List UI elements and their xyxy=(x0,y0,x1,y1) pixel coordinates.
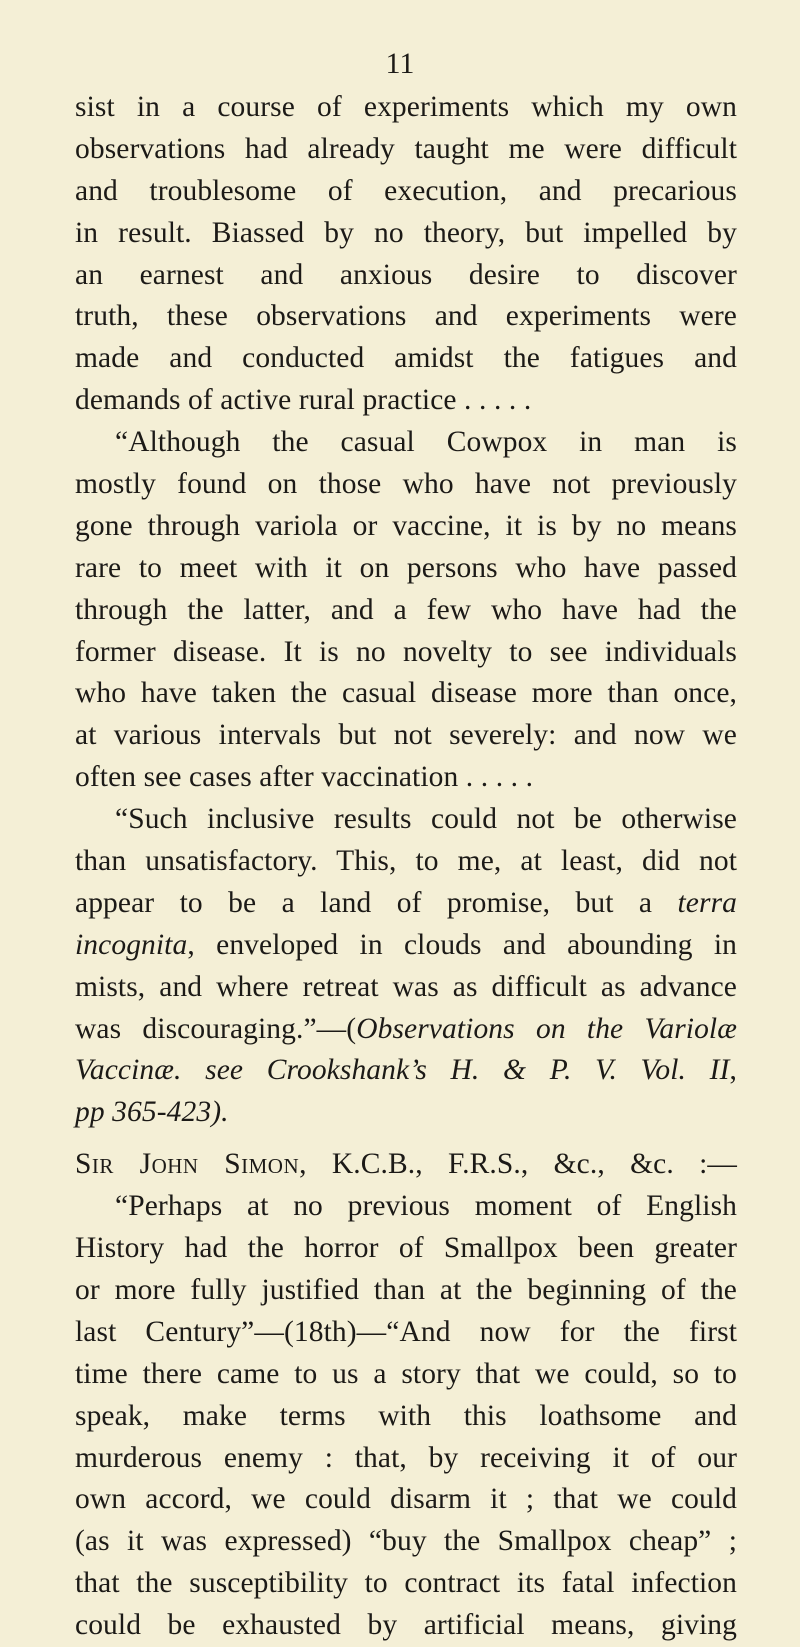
text-line: “Perhaps at no previous moment of English xyxy=(115,1190,737,1223)
text-line: rare to meet with it on persons who have passed xyxy=(75,551,737,584)
text-line: incognita, enveloped in clouds and abounding in xyxy=(75,928,737,961)
text-line: was discouraging.”—(Observations on the Variolæ xyxy=(75,1012,737,1045)
text-line: gone through variola or vaccine, it is by no means xyxy=(75,509,737,542)
text-line: truth, these observations and experiments were xyxy=(75,300,737,333)
text-line: through the latter, and a few who have had the xyxy=(75,593,737,626)
text-line: speak, make terms with this loathsome and xyxy=(75,1399,737,1432)
text-line: “Such inclusive results could not be otherwise xyxy=(115,803,737,836)
text-line: time there came to us a story that we could, so to xyxy=(75,1357,737,1390)
text-line: and troublesome of execution, and precarious xyxy=(75,174,737,207)
text-line: could be exhausted by artificial means, giving xyxy=(75,1609,737,1642)
text-line: mists, and where retreat was as difficult as advance xyxy=(75,970,737,1003)
page-number: 11 xyxy=(385,47,415,80)
text-line: appear to be a land of promise, but a terra xyxy=(75,886,737,919)
text-line: sist in a course of experiments which my own xyxy=(75,91,737,123)
text-line: in result. Biassed by no theory, but impelled by xyxy=(75,216,737,249)
text-line: mostly found on those who have not previously xyxy=(75,468,737,501)
text-line: than unsatisfactory. This, to me, at least, did not xyxy=(75,845,737,878)
text-line: at various intervals but not severely: and now we xyxy=(75,719,737,752)
body-text xyxy=(75,87,737,1647)
text-line: (as it was expressed) “buy the Smallpox cheap” ; xyxy=(75,1525,737,1558)
text-line: demands of active rural practice . . . . . xyxy=(75,384,532,417)
text-line: last Century”—(18th)—“And now for the first xyxy=(75,1315,737,1348)
text-line: “Although the casual Cowpox in man is xyxy=(115,426,737,459)
text-line: who have taken the casual disease more than once, xyxy=(75,677,737,710)
text-line: Sir John Simon, K.C.B., F.R.S., &c., &c. :— xyxy=(75,1148,737,1181)
text-line: History had the horror of Smallpox been greater xyxy=(75,1232,737,1265)
text-line: Vaccinæ. see Crookshank’s H. & P. V. Vol. II, xyxy=(75,1054,737,1087)
text-line: made and conducted amidst the fatigues and xyxy=(75,342,737,375)
text-line: own accord, we could disarm it ; that we could xyxy=(75,1483,737,1516)
text-line: former disease. It is no novelty to see individuals xyxy=(75,635,737,668)
text-line: pp 365-423). xyxy=(75,1096,229,1129)
text-line: an earnest and anxious desire to discover xyxy=(75,258,737,291)
text-line: murderous enemy : that, by receiving it of our xyxy=(75,1441,737,1474)
text-line: observations had already taught me were difficult xyxy=(75,132,737,165)
text-line: often see cases after vaccination . . . . . xyxy=(75,761,534,794)
text-line: that the susceptibility to contract its fatal infection xyxy=(75,1567,737,1600)
text-line: or more fully justified than at the beginning of the xyxy=(75,1273,737,1306)
